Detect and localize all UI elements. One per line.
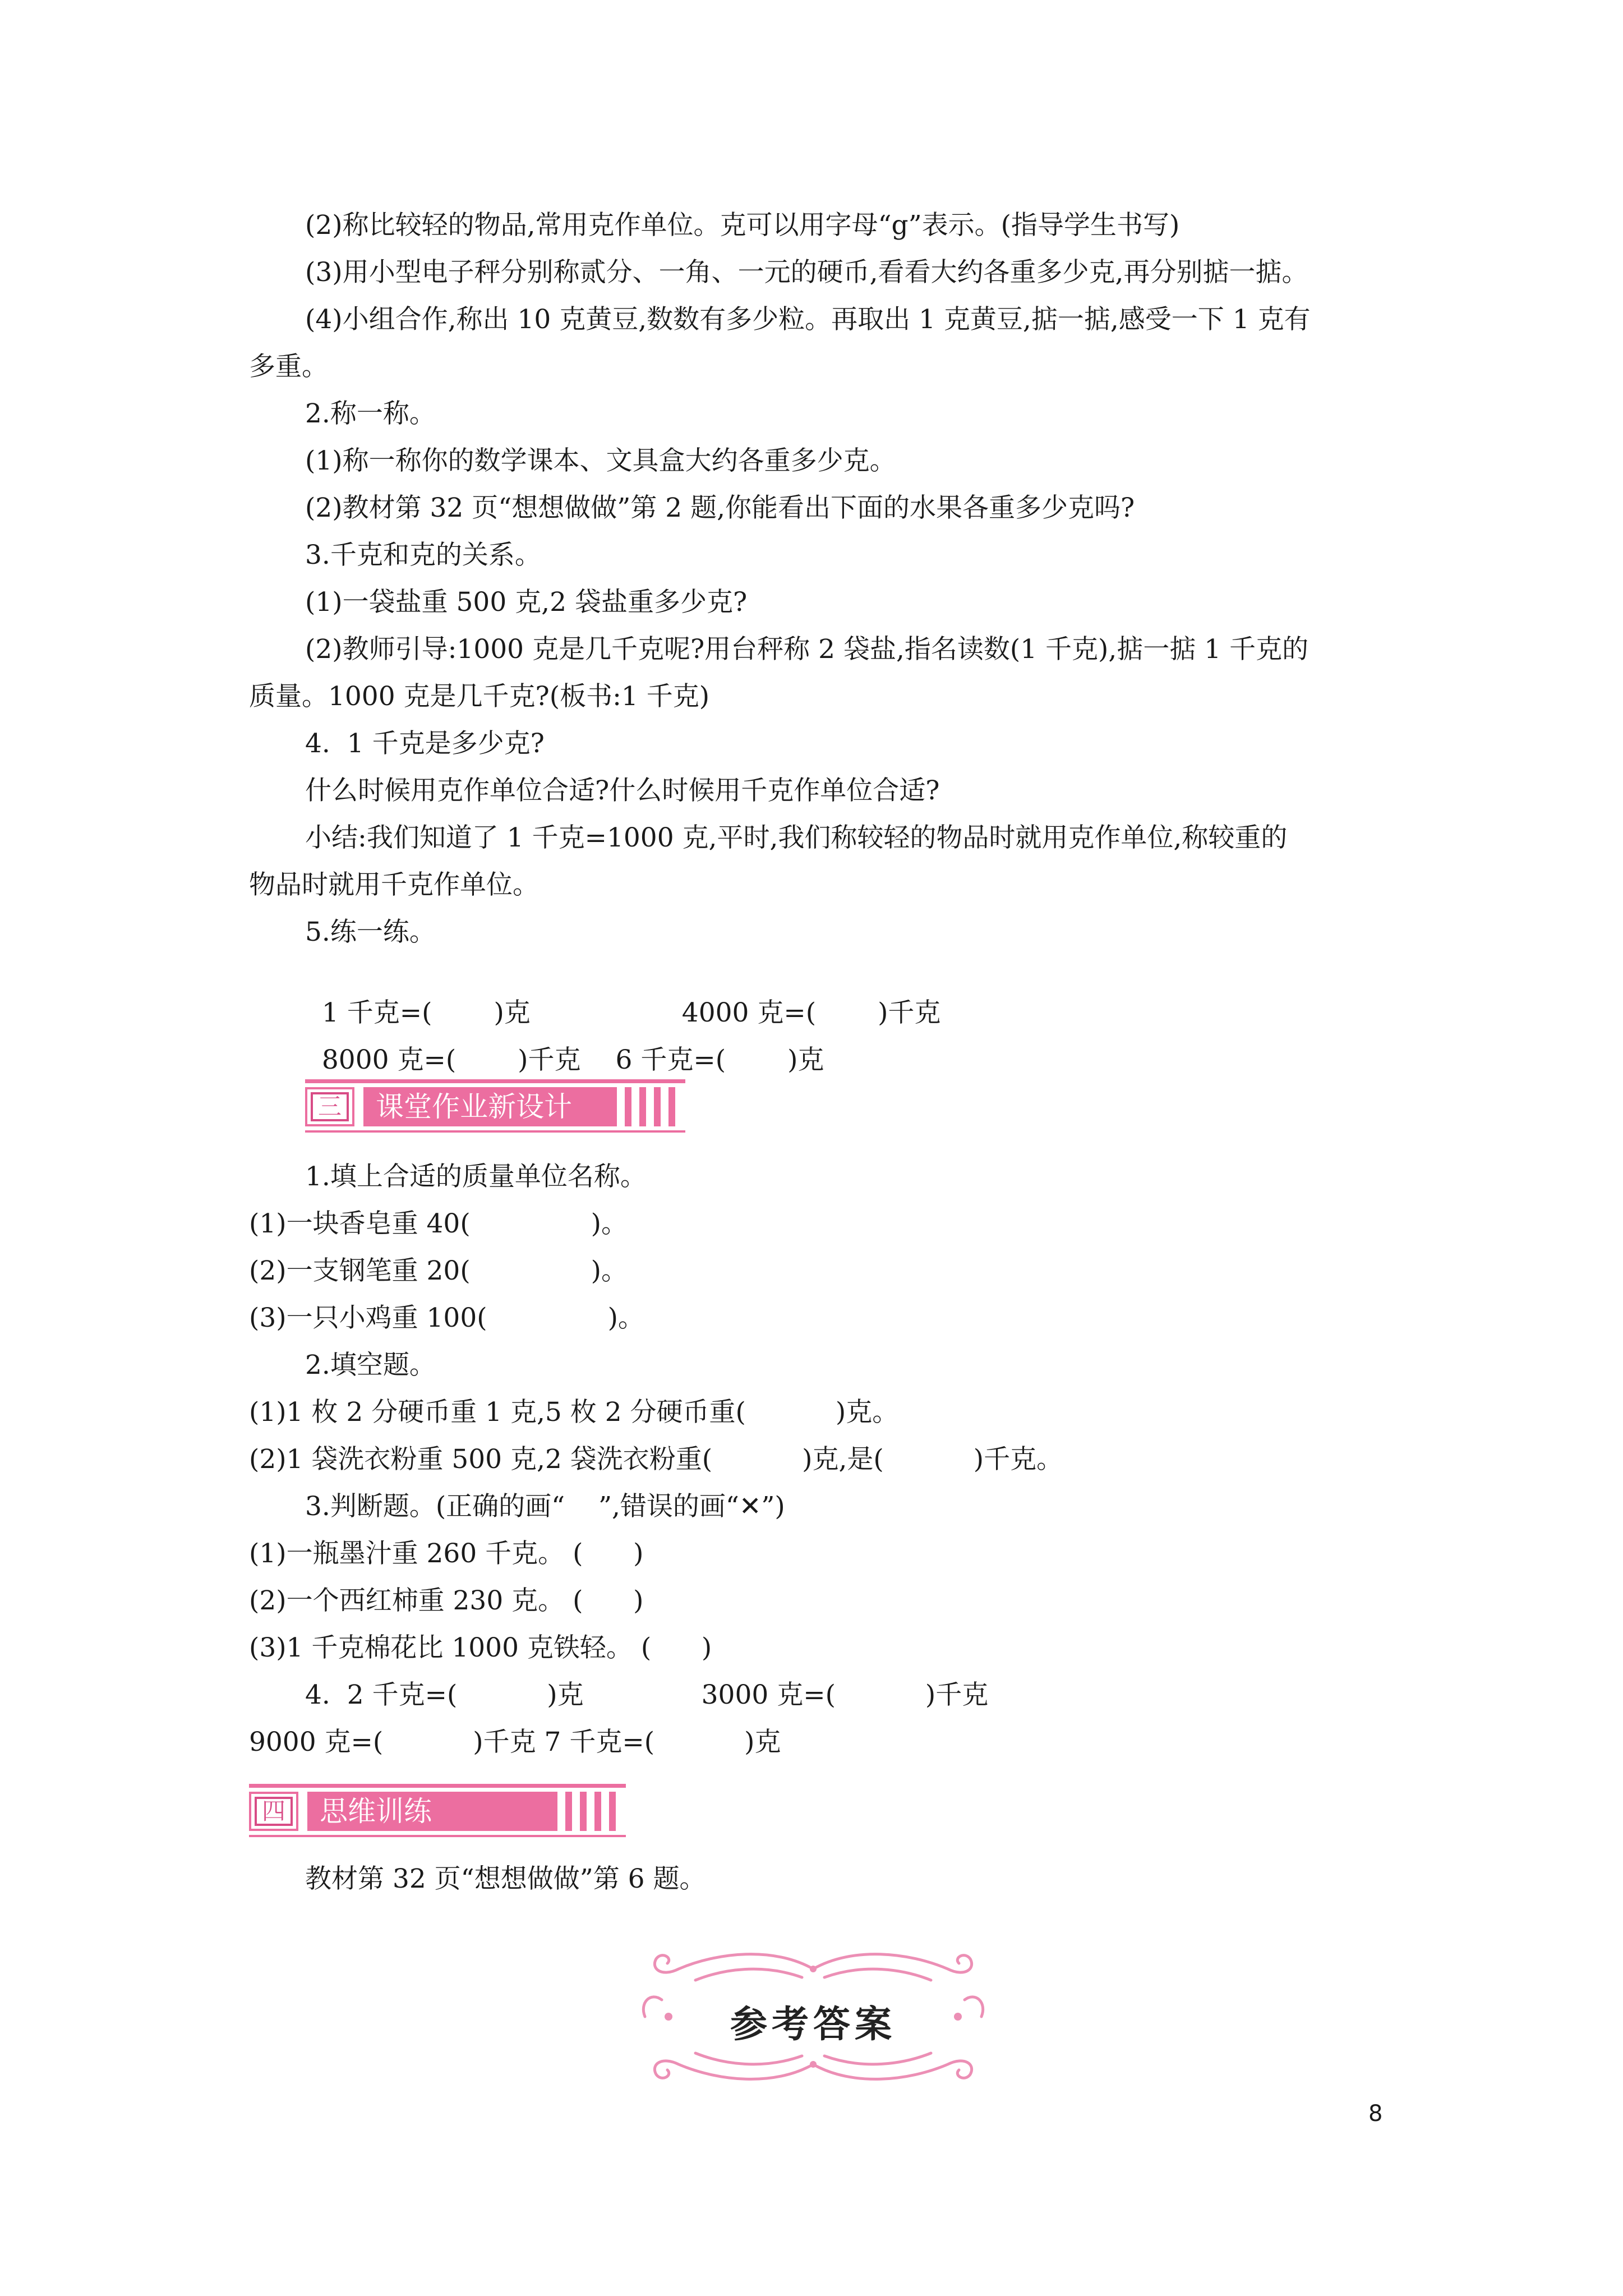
fill-blank: 1 千克=( [321, 997, 432, 1028]
practice-row-2: 8000 克=( )千克 6 千克=( )克 [321, 1045, 824, 1075]
text-line: (1)一袋盐重 500 克,2 袋盐重多少克? [305, 587, 748, 618]
text-line: 什么时候用克作单位合适?什么时候用千克作单位合适? [305, 775, 940, 806]
exercise-item: (1)1 枚 2 分硬币重 1 克,5 枚 2 分硬币重( )克。 [249, 1397, 899, 1428]
text-line: 2.填空题。 [305, 1350, 436, 1381]
fill-blank: 8000 克=( [321, 1045, 457, 1075]
text-line: 5.练一练。 [305, 917, 436, 947]
text-line: 1.填上合适的质量单位名称。 [305, 1161, 647, 1192]
section-header-3 [305, 1079, 685, 1130]
text-line: 质量。1000 克是几千克?(板书:1 千克) [249, 681, 710, 712]
section-number-badge: 三 [305, 1087, 354, 1126]
fill-blank: 6 千克=( [615, 1045, 726, 1075]
section-number-badge: 四 [249, 1792, 298, 1831]
text-line: 4. 1 千克是多少克? [305, 728, 545, 759]
exercise-item: 9000 克=( )千克 7 千克=( )克 [249, 1727, 781, 1757]
text-line: 多重。 [249, 351, 328, 382]
section-title: 思维训练 [307, 1792, 557, 1831]
exercise-item: (2)1 袋洗衣粉重 500 克,2 袋洗衣粉重( )克,是( )千克。 [249, 1444, 1063, 1475]
text-line: (2)教材第 32 页“想想做做”第 2 题,你能看出下面的水果各重多少克吗? [305, 493, 1135, 523]
exercise-item: (1)一块香皂重 40( )。 [249, 1208, 628, 1239]
text-line: 小结:我们知道了 1 千克=1000 克,平时,我们称较轻的物品时就用克作单位,称较重的 [305, 822, 1288, 853]
answer-key-banner [634, 1947, 993, 2087]
header-stripe [565, 1792, 572, 1831]
header-underline [249, 1835, 626, 1837]
exercise-item: (2)一个西红柿重 230 克。 ( ) [249, 1585, 644, 1616]
header-stripe [625, 1087, 631, 1126]
text-line: (3)用小型电子秤分别称贰分、一角、一元的硬币,看看大约各重多少克,再分别掂一掂。 [305, 257, 1308, 288]
exercise-item: (1)一瓶墨汁重 260 千克。 ( ) [249, 1538, 644, 1569]
practice-row-1: 1 千克=( )克 4000 克=( )千克 [321, 997, 941, 1028]
exercise-item: (3)一只小鸡重 100( )。 [249, 1303, 644, 1333]
text-line: 3.判断题。(正确的画“ ”,错误的画“✕”) [305, 1491, 785, 1522]
text-line: (1)称一称你的数学课本、文具盒大约各重多少克。 [305, 445, 896, 476]
section-title: 课堂作业新设计 [363, 1087, 617, 1126]
page-number: 8 [1368, 2101, 1383, 2127]
text-line: (4)小组合作,称出 10 克黄豆,数数有多少粒。再取出 1 克黄豆,掂一掂,感受一下 1 克有 [305, 304, 1311, 335]
exercise-item: (2)一支钢笔重 20( )。 [249, 1255, 628, 1286]
header-stripe [639, 1087, 646, 1126]
header-stripe [654, 1087, 661, 1126]
fill-blank: 4000 克=( [681, 997, 817, 1028]
text-line: 2.称一称。 [305, 398, 436, 429]
text-line: 3.千克和克的关系。 [305, 540, 541, 570]
header-underline [305, 1130, 685, 1133]
header-stripe [668, 1087, 675, 1126]
header-stripe [609, 1792, 616, 1831]
text-line: (2)教师引导:1000 克是几千克呢?用台秤称 2 袋盐,指名读数(1 千克),掂一掂 1 千克的 [305, 634, 1309, 665]
header-stripe [594, 1792, 601, 1831]
section-header-4 [249, 1784, 626, 1835]
text-line: 物品时就用千克作单位。 [249, 869, 539, 900]
exercise-item: 4. 2 千克=( )克 3000 克=( )千克 [305, 1680, 989, 1710]
header-stripe [580, 1792, 587, 1831]
exercise-item: (3)1 千克棉花比 1000 克铁轻。 ( ) [249, 1632, 712, 1663]
text-line: 教材第 32 页“想想做做”第 6 题。 [305, 1864, 706, 1894]
answer-key-title: 参考答案 [730, 2002, 896, 2046]
text-line: (2)称比较轻的物品,常用克作单位。克可以用字母“g”表示。(指导学生书写) [305, 210, 1180, 241]
